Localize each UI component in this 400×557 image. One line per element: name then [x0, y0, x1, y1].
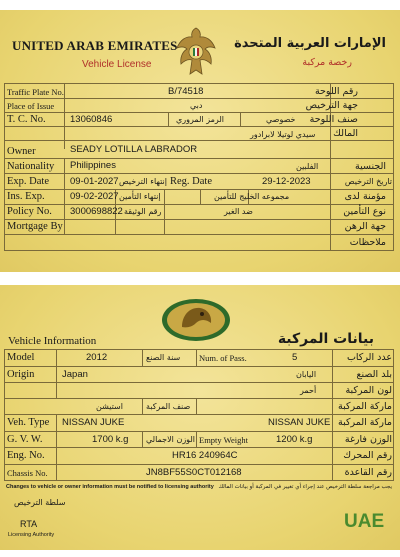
veh-brand-value: NISSAN JUKE [268, 417, 331, 428]
ins-label-ar: مؤمنة لدى [344, 191, 386, 202]
issue-label-ar: جهة الترخيص [305, 100, 358, 111]
doc-title-en: Vehicle License [82, 59, 152, 70]
plate-type-ar: خصوصي [266, 115, 296, 124]
country-title-en: UNITED ARAB EMIRATES [12, 38, 178, 53]
reg-date-value: 29-12-2023 [262, 176, 311, 187]
vehicle-info-title-ar: بيانات المركبة [277, 331, 374, 347]
country-title-ar: الإمارات العربية المتحدة [234, 36, 386, 51]
issue-value: دبي [190, 101, 203, 110]
chassis-no-value: JN8BF55S0CT012168 [146, 467, 242, 478]
owner-label-ar: المالك [333, 128, 358, 139]
color-value-ar: أحمر [300, 386, 317, 395]
owner-name: SEADY LOTILLA LABRADOR [70, 144, 198, 155]
policy-mid-label-ar: رقم الوثيقة [124, 207, 162, 216]
uae-badge: UAE [344, 511, 385, 532]
chassis-no-label: Chassis No. [7, 468, 48, 478]
vehicle-license-back [0, 285, 400, 550]
rta-seal-icon [160, 297, 232, 343]
nationality-label: Nationality [7, 161, 55, 172]
owner-label: Owner [7, 146, 36, 157]
model-label: Model [7, 352, 35, 363]
nationality-value-ar: الفلبين [296, 162, 319, 171]
origin-label: Origin [7, 369, 35, 380]
uae-emblem-icon [172, 24, 220, 80]
veh-type-label: Veh. Type [7, 417, 50, 428]
gvw-value: 1700 k.g [92, 434, 129, 445]
origin-label-ar: بلد الصنع [356, 369, 392, 380]
engine-no-value: HR16 240964C [172, 450, 238, 461]
authority-label-ar: سلطة الترخيص [14, 498, 66, 507]
ins-exp-label: Ins. Exp. [7, 191, 45, 202]
change-notice-en: Changes to vehicle or owner information must be notified to licensing authority [6, 484, 214, 490]
tc-label-ar: صنف اللوحة [309, 114, 358, 125]
empty-weight-value: 1200 k.g [276, 434, 313, 445]
exp-date-value: 09-01-2027 [70, 176, 119, 187]
passengers-value: 5 [292, 352, 298, 363]
model-mid-label-ar: سنة الصنع [146, 353, 181, 362]
reg-date-label: Reg. Date [170, 176, 212, 187]
ins-exp-value: 09-02-2027 [70, 191, 119, 202]
model-value: 2012 [86, 352, 108, 363]
notes-label-ar: ملاحظات [349, 237, 386, 248]
mortgage-label-ar: جهة الرهن [344, 221, 386, 232]
class-value-ar: استيشن [96, 402, 123, 411]
chassis-no-label-ar: رقم القاعدة [344, 467, 392, 478]
issue-label: Place of Issue [7, 101, 55, 111]
plate-label: Traffic Plate No. [7, 87, 64, 97]
tc-label: T. C. No. [7, 114, 46, 125]
change-notice-ar: يجب مراجعة سلطة الترخيص عند إجراء أي تغيير في المركبة أو بيانات المالك [218, 484, 392, 490]
insurance-type-ar: ضد الغير [224, 207, 253, 216]
passengers-label: Num. of Pass. [199, 353, 247, 363]
owner-name-ar: سيدي لوتيلا لابرادور [250, 130, 316, 139]
tc-value: 13060846 [70, 114, 113, 125]
tc-mid-label-ar: الرمز المروري [176, 115, 225, 124]
exp-mid-label-ar: إنتهاء الترخيص [119, 177, 167, 186]
policy-value: 3000698822 [70, 206, 123, 217]
empty-weight-label-ar: الوزن فارغة [344, 434, 392, 445]
plate-value: B/74518 [168, 86, 204, 97]
passengers-label-ar: عدد الركاب [346, 352, 392, 363]
class-mid-label-ar: صنف المركبة [146, 402, 191, 411]
origin-value-ar: اليابان [296, 370, 317, 379]
brand-label-ar: ماركة المركبة [338, 401, 392, 412]
color-label-ar: لون المركبة [345, 385, 392, 396]
exp-label-ar: تاريخ الترخيص [344, 177, 392, 186]
policy-label: Policy No. [7, 206, 52, 217]
veh-brand-label-ar: ماركة المركبة [338, 417, 392, 428]
veh-type-value: NISSAN JUKE [62, 417, 125, 428]
vehicle-license-front [0, 10, 400, 272]
policy-label-ar: نوع التأمين [343, 206, 386, 217]
vehicle-info-title: Vehicle Information [8, 335, 97, 347]
empty-weight-label: Empty Weight [199, 435, 248, 445]
engine-no-label-ar: رقم المحرك [343, 450, 392, 461]
insurer-ar: مجموعه الخليج للتأمين [214, 192, 290, 201]
exp-date-label: Exp. Date [7, 176, 49, 187]
engine-no-label: Eng. No. [7, 450, 45, 461]
origin-value: Japan [62, 369, 88, 380]
authority-name: RTA [20, 519, 38, 529]
nationality-value: Philippines [70, 160, 116, 171]
nationality-label-ar: الجنسية [355, 161, 386, 172]
doc-title-ar: رخصة مركبة [302, 57, 352, 68]
ins-mid-label-ar: إنتهاء التأمين [119, 192, 161, 201]
gvw-mid-label-ar: الوزن الاجمالي [146, 435, 195, 444]
gvw-label: G. V. W. [7, 434, 43, 445]
plate-label-ar: رقم اللوحة [314, 86, 358, 97]
mortgage-label: Mortgage By [7, 221, 63, 232]
authority-label-en: Licensing Authority [8, 532, 55, 538]
